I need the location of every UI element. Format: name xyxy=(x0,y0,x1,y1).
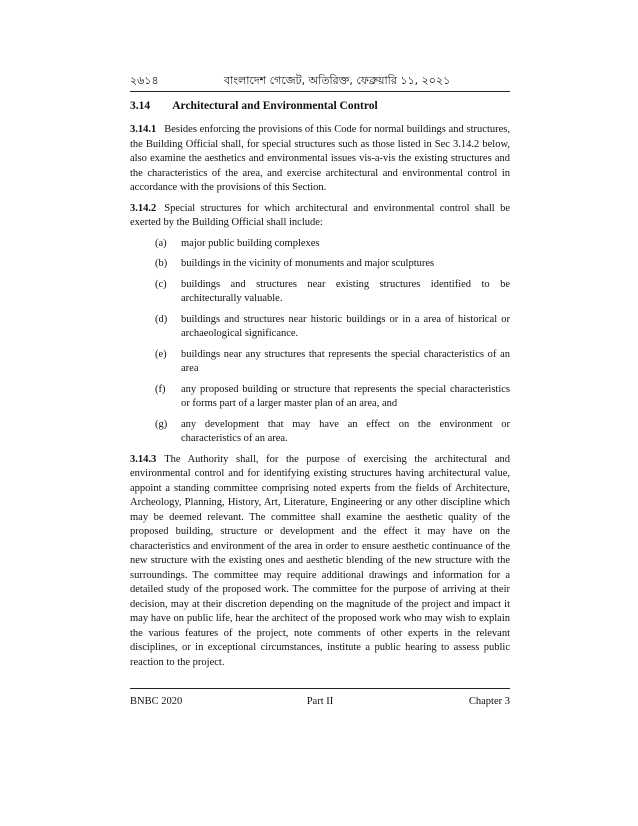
clause-text: Special structures for which architectural and environmental control shall be exerted by the Building Official shall include: xyxy=(130,202,510,228)
list-item xyxy=(130,383,510,412)
list-item-text: any proposed building or structure that represents the special characteristics or forms part of a larger master plan of an area, and xyxy=(181,383,510,409)
header-page-number: ২৬১৪ xyxy=(130,74,159,87)
footer-code-name: BNBC 2020 xyxy=(130,696,183,707)
list-item-text: buildings and structures near existing structures identified to be architecturally valuable. xyxy=(181,278,510,304)
clause-text: The Authority shall, for the purpose of exercising the architectural and environmental control and for identifying existing structures having architectural value, appoint a standing committee comprising noted experts from the fields of Architecture, Archeology, Planning, History, Art, Literature, Engineering or any other discipline which may be deemed relevant. The committee shall examine the aesthetic quality of the proposed building, structure or development and the effect it may have on the characteristics and environment of the area in order to ensure aesthetic continuance of the new structure with the existing ones and aesthetic blending of the new structure with the surroundings. The committee may require additional drawings and information for a detailed study of the proposed work. The committee for the purpose of arriving at their decision, may at their discretion depending on the magnitude of the project and impact it may have on public life, hear the architect of the proposed work who may wish to explain the various features of the project, note comments of other experts in the relevant disciplines, or in exceptional circumstances, institute a public hearing to assess public reaction to the project. xyxy=(130,453,510,668)
list-item-text: buildings near any structures that represents the special characteristics of an area xyxy=(181,348,510,374)
clause-text: Besides enforcing the provisions of this Code for normal buildings and structures, the Building Official shall, for special structures such as those listed in Sec 3.14.2 below, also examine the aesthetics and environmental issues vis-a-vis the existing structures and the characteristics of the area, and exercise architectural and environmental control in accordance with the provisions of this Section. xyxy=(130,124,510,193)
list-item-text: buildings in the vicinity of monuments and major sculptures xyxy=(181,258,435,269)
clause-3-14-2 xyxy=(130,202,510,231)
page-header xyxy=(130,70,510,90)
list-item-label: (e) xyxy=(155,348,167,360)
clause-3-14-1 xyxy=(130,123,510,196)
header-gazette-title: বাংলাদেশ গেজেট, অতিরিক্ত, ফেব্রুয়ারি ১১, ২০২১ xyxy=(224,74,451,87)
list-item xyxy=(130,237,510,252)
header-divider xyxy=(130,91,510,92)
footer-chapter: Chapter 3 xyxy=(468,696,510,707)
section-title: Architectural and Environmental Control xyxy=(172,100,378,112)
list-item-text: any development that may have an effect on the environment or characteristics of an area. xyxy=(181,418,510,444)
special-structures-list xyxy=(130,237,510,447)
list-item-label: (a) xyxy=(155,237,167,249)
clause-number: 3.14.1 xyxy=(130,124,157,135)
footer-part: Part II xyxy=(306,696,334,707)
footer-divider xyxy=(130,688,510,689)
list-item-label: (b) xyxy=(155,258,168,269)
section-number: 3.14 xyxy=(130,100,151,112)
list-item-text: buildings and structures near historic buildings or in a area of historical or archaeological significance. xyxy=(181,313,510,339)
clause-number: 3.14.3 xyxy=(130,453,157,465)
list-item-label: (f) xyxy=(155,383,166,395)
list-item-label: (g) xyxy=(155,418,168,430)
list-item-text: major public building complexes xyxy=(181,237,320,249)
list-item xyxy=(130,257,510,272)
list-item xyxy=(130,348,510,377)
list-item xyxy=(130,418,510,447)
page-footer xyxy=(130,696,510,712)
clause-number: 3.14.2 xyxy=(130,202,157,214)
list-item xyxy=(130,313,510,342)
clause-3-14-3 xyxy=(130,453,510,671)
list-item-label: (d) xyxy=(155,313,168,325)
list-item-label: (c) xyxy=(155,278,167,290)
list-item xyxy=(130,278,510,307)
section-heading xyxy=(130,99,510,114)
page-content xyxy=(130,99,510,676)
